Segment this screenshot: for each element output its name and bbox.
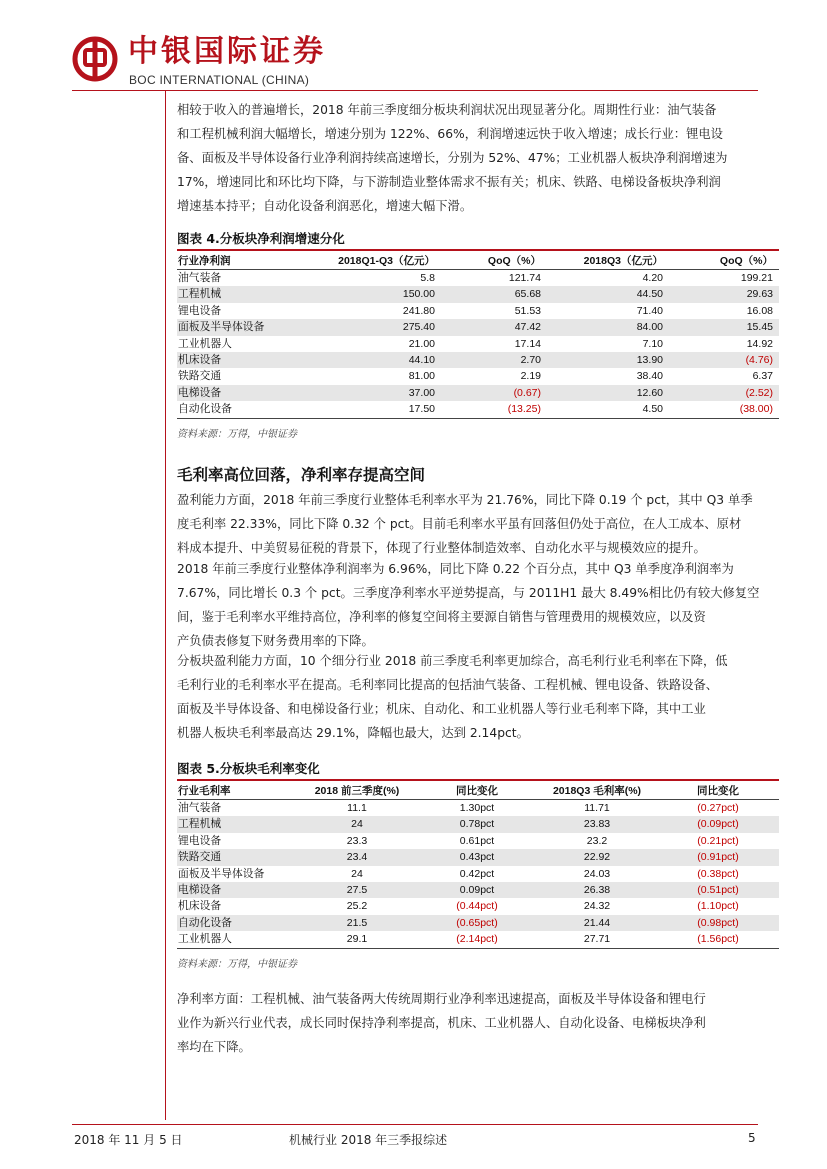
table-cell: 面板及半导体设备	[178, 866, 265, 880]
figure4-title: 图表 4.分板块净利润增速分化	[177, 231, 345, 246]
net-margin-paragraph	[177, 557, 779, 653]
paragraph-line: 业作为新兴行业代表，成长同时保持净利率提高，机床、工业机器人、自动化设备、电梯板块净利	[177, 1016, 706, 1030]
table-cell: 23.83	[537, 816, 657, 832]
table-cell: 自动化设备	[177, 915, 297, 931]
table-row	[177, 882, 779, 898]
table-row	[177, 849, 779, 865]
table-cell: 13.90	[547, 352, 669, 368]
table-row	[177, 401, 779, 418]
table-cell: 29.1	[297, 931, 417, 948]
figure5-table	[177, 782, 779, 949]
table-cell: 5.8	[420, 272, 435, 284]
table-cell: 199.21	[740, 272, 773, 284]
table-header-cell: 同比变化	[417, 782, 537, 800]
table-cell: (2.14pct)	[417, 931, 537, 948]
paragraph-line: 率均在下降。	[177, 1040, 251, 1054]
table-cell: (1.56pct)	[657, 931, 779, 948]
table-cell: 工程机械	[177, 286, 305, 302]
paragraph-line: 机器人板块毛利率最高达 29.1%，降幅也最大，达到 2.14pct。	[177, 726, 529, 740]
paragraph-line: 17%，增速同比和环比均下降，与下游制造业整体需求不振有关；机床、铁路、电梯设备板块净利润	[177, 175, 721, 189]
table-cell: 0.43pct	[417, 849, 537, 865]
table-cell: 锂电设备	[178, 303, 222, 317]
table-header-cell: 行业毛利率	[177, 782, 297, 800]
paragraph-line: 备、面板及半导体设备行业净利润持续高速增长，分别为 52%、47%；工业机器人板块净利润增速为	[177, 151, 728, 165]
table-row	[177, 270, 779, 287]
table-cell: 工业机器人	[178, 336, 232, 350]
table-cell: (1.10pct)	[697, 900, 739, 913]
table-cell: 22.92	[537, 849, 657, 865]
table-cell: 工程机械	[177, 816, 297, 832]
footer-title: 机械行业 2018 年三季报综述	[289, 1133, 448, 1147]
table-cell: 51.53	[514, 304, 541, 317]
figure4-top-rule	[177, 249, 779, 251]
paragraph-line: 和工程机械利润大幅增长，增速分别为 122%、66%，利润增速远快于收入增速；成长行业：锂电设	[177, 127, 723, 141]
table-cell: 工业机器人	[177, 931, 297, 948]
table-cell: 电梯设备	[177, 882, 297, 898]
header-divider	[72, 90, 758, 91]
table-row	[177, 319, 779, 335]
table-cell: 2.70	[441, 352, 547, 368]
table-header-cell: QoQ（%）	[669, 252, 779, 270]
segment-paragraph	[177, 649, 779, 745]
table-cell: (0.27pct)	[697, 802, 739, 814]
page-number: 5	[748, 1131, 756, 1145]
table-row	[177, 385, 779, 401]
table-cell: 25.2	[346, 900, 368, 913]
table-header-cell: 2018Q1-Q3（亿元）	[305, 252, 441, 270]
table-cell: 21.00	[408, 337, 435, 350]
paragraph-line: 7.67%，同比增长 0.3 个 pct。三季度净利率水平逆势提高，与 2011H1 最大 8.49%相比仍有较大修复空	[177, 586, 760, 600]
table-cell: 15.45	[669, 319, 779, 335]
table-cell: 44.50	[547, 286, 669, 302]
table-cell: 11.1	[347, 802, 367, 814]
paragraph-line: 盈利能力方面，2018 年前三季度行业整体毛利率水平为 21.76%，同比下降 0.19 个 pct，其中 Q3 单季	[177, 493, 753, 507]
table-cell: 84.00	[547, 319, 669, 335]
table-cell: 油气装备	[178, 271, 222, 284]
table-cell: 铁路交通	[177, 849, 297, 865]
intro-paragraph	[177, 98, 779, 218]
table-header-cell: 行业净利润	[177, 252, 305, 270]
table-cell: 17.50	[305, 401, 441, 418]
table-header-cell: QoQ（%）	[441, 252, 547, 270]
table-cell: 16.08	[746, 304, 773, 317]
table-cell: 24	[297, 816, 417, 832]
table-cell: (0.44pct)	[456, 900, 498, 913]
table-cell: 26.38	[537, 882, 657, 898]
table-row	[177, 866, 779, 882]
net-rate-paragraph	[177, 987, 779, 1059]
table-row	[177, 800, 779, 817]
figure5-title: 图表 5.分板块毛利率变化	[177, 761, 320, 776]
table-cell: 44.10	[305, 352, 441, 368]
paragraph-line: 度毛利率 22.33%，同比下降 0.32 个 pct。目前毛利率水平虽有回落但仍处于高位，在人工成本、原材	[177, 517, 742, 531]
table-cell: 38.40	[636, 370, 663, 383]
table-cell: 1.30pct	[459, 802, 495, 814]
table-row	[177, 286, 779, 302]
table-cell: (13.25)	[441, 401, 547, 418]
table-cell: 275.40	[305, 319, 441, 335]
table-cell: 机床设备	[178, 899, 222, 913]
table-cell: 150.00	[305, 286, 441, 302]
table-cell: (0.38pct)	[697, 867, 739, 880]
table-cell: 0.09pct	[417, 882, 537, 898]
paragraph-line: 相较于收入的普遍增长，2018 年前三季度细分板块利润状况出现显著分化。周期性行业：油气装备	[177, 103, 717, 117]
table-cell: 机床设备	[177, 352, 305, 368]
table-cell: (0.98pct)	[657, 915, 779, 931]
footer-divider	[72, 1124, 758, 1125]
brand-name-cn: 中银国际证券	[128, 34, 326, 69]
table-cell: 电梯设备	[177, 385, 305, 401]
paragraph-line: 间，鉴于毛利率水平维持高位，净利率的修复空间将主要源自销售与管理费用的规模效应，以及资	[177, 610, 706, 624]
table-cell: 面板及半导体设备	[177, 319, 305, 335]
table-cell: 17.14	[514, 337, 541, 350]
table-row	[177, 833, 779, 849]
paragraph-line: 料成本提升、中美贸易征税的背景下，体现了行业整体制造效率、自动化水平与规模效应的提升。	[177, 541, 706, 555]
table-cell: 0.61pct	[459, 834, 495, 847]
table-cell: 27.5	[297, 882, 417, 898]
section-heading: 毛利率高位回落，净利率存提高空间	[177, 466, 426, 484]
table-cell: (4.76)	[669, 352, 779, 368]
figure5-source: 资料来源：万得，中银证券	[177, 959, 297, 970]
table-header-row	[177, 782, 779, 800]
table-cell: 241.80	[402, 304, 435, 317]
gross-margin-paragraph	[177, 488, 779, 560]
table-cell: 71.40	[636, 304, 663, 317]
paragraph-line: 产负债表修复下财务费用率的下降。	[177, 634, 374, 648]
table-cell: 2.19	[520, 370, 541, 383]
table-cell: (0.51pct)	[657, 882, 779, 898]
figure4-table	[177, 252, 779, 419]
table-cell: 23.3	[346, 834, 368, 847]
paragraph-line: 分板块盈利能力方面，10 个细分行业 2018 前三季度毛利率更加综合，高毛利行业毛利率在下降，低	[177, 654, 728, 668]
table-cell: (0.67)	[441, 385, 547, 401]
table-cell: 铁路交通	[178, 369, 222, 383]
table-row	[177, 816, 779, 832]
table-row	[177, 915, 779, 931]
table-cell: (0.09pct)	[657, 816, 779, 832]
table-cell: 47.42	[441, 319, 547, 335]
table-cell: 0.42pct	[459, 867, 495, 880]
paragraph-line: 毛利行业的毛利率水平在提高。毛利率同比提高的包括油气装备、工程机械、锂电设备、铁路设备、	[177, 678, 719, 692]
table-row	[177, 303, 779, 319]
table-row	[177, 931, 779, 948]
table-cell: (0.91pct)	[657, 849, 779, 865]
table-row	[177, 898, 779, 914]
table-header-cell: 同比变化	[657, 782, 779, 800]
table-cell: (0.21pct)	[697, 834, 739, 847]
paragraph-line: 2018 年前三季度行业整体净利润率为 6.96%，同比下降 0.22 个百分点，其中 Q3 单季度净利润率为	[177, 562, 734, 576]
table-cell: 0.78pct	[417, 816, 537, 832]
table-cell: 7.10	[642, 337, 663, 350]
table-cell: 23.4	[297, 849, 417, 865]
table-cell: 27.71	[537, 931, 657, 948]
table-cell: 81.00	[408, 370, 435, 383]
table-cell: 4.20	[642, 272, 663, 284]
table-cell: 11.71	[584, 802, 610, 814]
boc-logo-icon	[72, 36, 118, 82]
table-cell: (38.00)	[669, 401, 779, 418]
table-cell: 12.60	[547, 385, 669, 401]
table-row	[177, 368, 779, 384]
table-cell: 37.00	[305, 385, 441, 401]
paragraph-line: 净利率方面：工程机械、油气装备两大传统周期行业净利率迅速提高，面板及半导体设备和锂电行	[177, 992, 706, 1006]
table-cell: 14.92	[746, 337, 773, 350]
paragraph-line: 增速基本持平；自动化设备利润恶化，增速大幅下滑。	[177, 199, 473, 213]
table-header-row	[177, 252, 779, 270]
table-cell: 锂电设备	[178, 833, 222, 847]
table-cell: 65.68	[441, 286, 547, 302]
footer-date: 2018 年 11 月 5 日	[74, 1133, 183, 1147]
table-cell: 21.5	[297, 915, 417, 931]
brand-name-en: BOC INTERNATIONAL (CHINA)	[129, 73, 310, 87]
table-row	[177, 352, 779, 368]
table-header-cell: 2018Q3 毛利率(%)	[537, 782, 657, 800]
table-cell: 21.44	[537, 915, 657, 931]
figure5-top-rule	[177, 779, 779, 781]
table-header-cell: 2018Q3（亿元）	[547, 252, 669, 270]
table-cell: 6.37	[752, 370, 773, 383]
table-cell: 自动化设备	[177, 401, 305, 418]
table-cell: (2.52)	[669, 385, 779, 401]
table-cell: 29.63	[669, 286, 779, 302]
side-divider	[165, 90, 166, 1120]
table-cell: 23.2	[586, 834, 608, 847]
figure4-source: 资料来源：万得，中银证券	[177, 429, 297, 440]
table-cell: 24	[351, 867, 363, 880]
table-cell: 油气装备	[178, 801, 222, 814]
table-header-cell: 2018 前三季度(%)	[297, 782, 417, 800]
table-cell: (0.65pct)	[417, 915, 537, 931]
table-cell: 121.74	[508, 272, 541, 284]
table-cell: 24.32	[583, 900, 611, 913]
table-cell: 24.03	[583, 867, 611, 880]
table-cell: 4.50	[547, 401, 669, 418]
table-row	[177, 336, 779, 352]
paragraph-line: 面板及半导体设备、和电梯设备行业；机床、自动化、和工业机器人等行业毛利率下降，其中工业	[177, 702, 706, 716]
